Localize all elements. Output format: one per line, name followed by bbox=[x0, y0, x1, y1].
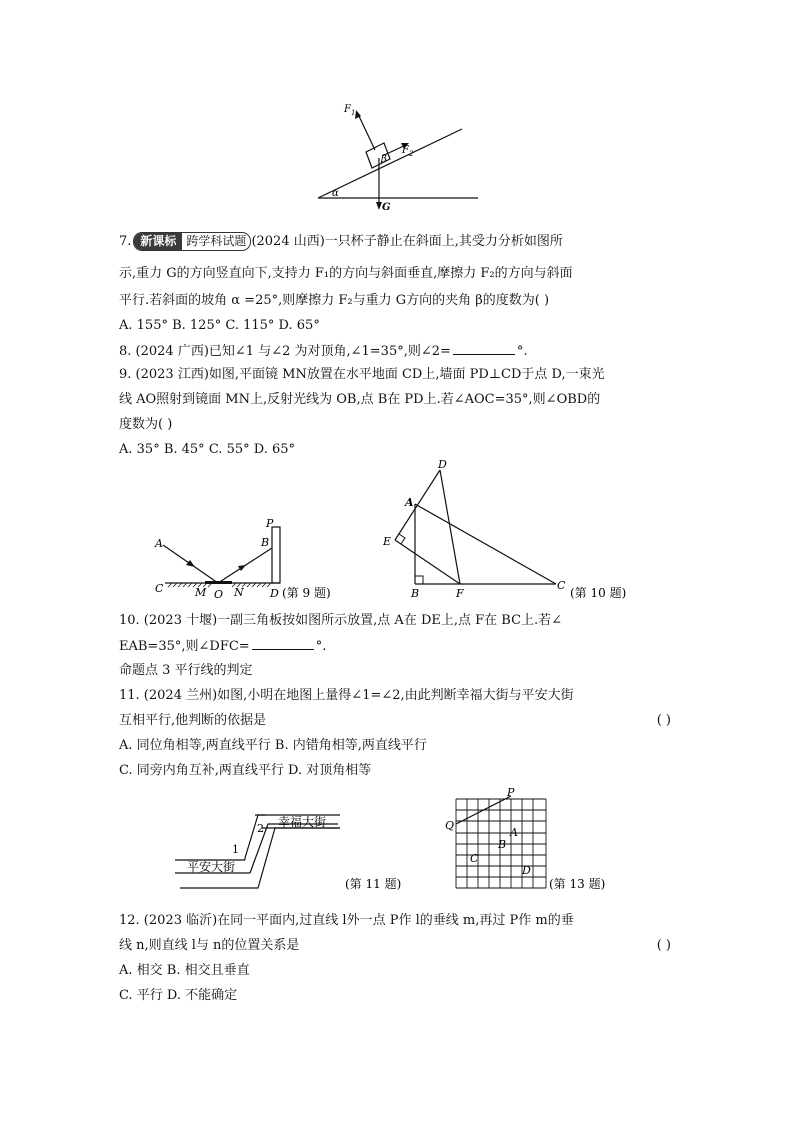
label-Q: Q bbox=[445, 819, 455, 832]
q12-text-line2: 线 n,则直线 l与 n的位置关系是 bbox=[119, 938, 300, 953]
q12-options-row1: A. 相交 B. 相交且垂直 bbox=[119, 963, 250, 978]
figure-9-mirror bbox=[150, 515, 350, 605]
incline-line bbox=[318, 129, 462, 198]
label-street-bottom: 平安大街 bbox=[187, 860, 236, 874]
label-M: M bbox=[195, 586, 207, 599]
q8-answer-blank[interactable] bbox=[453, 342, 515, 355]
label-P: P bbox=[507, 786, 515, 799]
wall-PD bbox=[272, 527, 280, 583]
q7-text-line2: 示,重力 G的方向竖直向下,支持力 F₁的方向与斜面垂直,摩擦力 F₂的方向与斜面 bbox=[119, 266, 573, 281]
line-DF bbox=[440, 470, 460, 584]
q11-answer-paren[interactable]: ( ) bbox=[656, 713, 671, 728]
q11-text-line2: 互相平行,他判断的依据是 bbox=[119, 713, 267, 728]
label-B: B bbox=[498, 838, 507, 851]
label-C: C bbox=[470, 852, 479, 865]
label-F: F bbox=[456, 587, 464, 600]
label-B: B bbox=[261, 536, 270, 549]
line-AC bbox=[415, 504, 556, 584]
label-C: C bbox=[557, 579, 566, 592]
right-angle-E bbox=[399, 534, 405, 544]
label-N: N bbox=[234, 586, 244, 599]
q7-tag bbox=[133, 232, 251, 251]
figure-10-triangles bbox=[370, 455, 650, 605]
q7-tag-new-standard: 新课标 bbox=[134, 233, 182, 250]
label-A: A bbox=[510, 826, 518, 839]
figure-13-grid bbox=[440, 785, 630, 895]
label-D: D bbox=[522, 864, 531, 877]
q11-line2 bbox=[119, 712, 679, 730]
q8-text-end: °. bbox=[516, 344, 528, 359]
q10-text-line2: EAB=35°,则∠DFC= bbox=[119, 639, 250, 654]
caption-fig11: (第 11 题) bbox=[345, 877, 402, 891]
q7-options: A. 155° B. 125° C. 115° D. 65° bbox=[119, 318, 320, 333]
label-E: E bbox=[383, 535, 392, 548]
q9-text-line2: 线 AO照射到镜面 MN上,反射光线为 OB,点 B在 PD上.若∠AOC=35°,则∠OBD的 bbox=[119, 392, 601, 407]
label-angle2: 2 bbox=[257, 822, 264, 835]
label-P: P bbox=[266, 517, 274, 530]
q12-answer-paren[interactable]: ( ) bbox=[656, 938, 671, 953]
q10-text-end: °. bbox=[315, 639, 327, 654]
section-heading: 命题点 3 平行线的判定 bbox=[119, 663, 253, 678]
q9-text-line1: 9. (2023 江西)如图,平面镜 MN放置在水平地面 CD上,墙面 PD⊥CD于点 D,一束光 bbox=[119, 367, 605, 382]
label-C: C bbox=[155, 582, 164, 595]
q11-options-row1: A. 同位角相等,两直线平行 B. 内错角相等,两直线平行 bbox=[119, 738, 427, 753]
q7-number: 7. bbox=[119, 234, 132, 249]
label-angle1: 1 bbox=[232, 843, 239, 856]
label-A: A bbox=[155, 537, 163, 550]
ray-OB-arrow bbox=[238, 565, 246, 571]
line-DE bbox=[395, 470, 440, 540]
label-A: A bbox=[405, 496, 414, 509]
label-B: B bbox=[411, 587, 420, 600]
arrow-F1 bbox=[358, 114, 375, 150]
label-O: O bbox=[214, 588, 224, 601]
q12-options-row2: C. 平行 D. 不能确定 bbox=[119, 988, 238, 1003]
ray-AO-arrow bbox=[186, 560, 195, 567]
q10-text-line1: 10. (2023 十堰)一副三角板按如图所示放置,点 A在 DE上,点 F在 BC上.若∠ bbox=[119, 613, 563, 628]
label-F1: $F_1$ bbox=[344, 104, 356, 117]
label-D: D bbox=[438, 458, 447, 471]
q8-text: 8. (2024 广西)已知∠1 与∠2 为对顶角,∠1=35°,则∠2= bbox=[119, 344, 451, 359]
q12-line2 bbox=[119, 937, 679, 955]
q12-text-line1: 12. (2023 临沂)在同一平面内,过直线 l外一点 P作 l的垂线 m,再过 P作 m的垂 bbox=[119, 913, 574, 928]
label-street-top: 幸福大街 bbox=[278, 815, 327, 829]
q7-text-line3: 平行.若斜面的坡角 α =25°,则摩擦力 F₂与重力 G方向的夹角 β的度数为( ) bbox=[119, 293, 550, 308]
right-angle-B bbox=[415, 576, 423, 584]
label-alpha: α bbox=[332, 188, 339, 199]
caption-fig10: (第 10 题) bbox=[570, 586, 627, 600]
figure-7-incline bbox=[300, 95, 490, 215]
q7-tag-cross-subject: 跨学科试题 bbox=[186, 234, 247, 248]
label-D: D bbox=[270, 587, 279, 600]
label-F2: $F_2$ bbox=[402, 145, 414, 158]
figure-11-streets bbox=[170, 800, 420, 895]
road-right-edge bbox=[180, 828, 340, 888]
line-EF bbox=[395, 540, 460, 584]
label-G: G bbox=[382, 202, 391, 213]
q9-options: A. 35° B. 45° C. 55° D. 65° bbox=[119, 442, 296, 457]
q7-line1 bbox=[119, 232, 679, 251]
q11-text-line1: 11. (2024 兰州)如图,小明在地图上量得∠1=∠2,由此判断幸福大街与平安大街 bbox=[119, 688, 574, 703]
q8-line bbox=[119, 342, 679, 361]
q9-text-line3: 度数为( ) bbox=[119, 417, 173, 432]
caption-fig13: (第 13 题) bbox=[549, 877, 606, 891]
q11-options-row2: C. 同旁内角互补,两直线平行 D. 对顶角相等 bbox=[119, 763, 372, 778]
label-beta: β bbox=[381, 154, 387, 165]
q10-line2 bbox=[119, 637, 679, 656]
caption-fig9: (第 9 题) bbox=[282, 586, 331, 600]
q7-text-line1: (2024 山西)一只杯子静止在斜面上,其受力分析如图所 bbox=[251, 234, 563, 249]
q10-answer-blank[interactable] bbox=[252, 637, 314, 650]
